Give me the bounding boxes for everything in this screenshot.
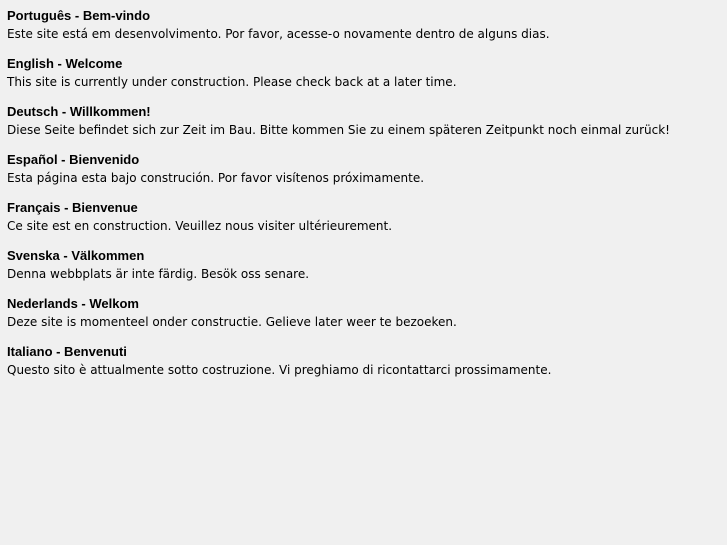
section-text: Diese Seite befindet sich zur Zeit im Bau. Bitte kommen Sie zu einem späteren Zeitpunkt noch einmal zurück!	[7, 123, 670, 137]
section-dutch	[7, 296, 727, 332]
section-text: Ce site est en construction. Veuillez nous visiter ultérieurement.	[7, 219, 393, 233]
section-text: Este site está em desenvolvimento. Por favor, acesse-o novamente dentro de alguns dias.	[7, 27, 550, 41]
section-title: Deutsch - Willkommen!	[7, 104, 151, 119]
section-text: Esta página esta bajo construción. Por favor visítenos próximamente.	[7, 171, 425, 185]
section-title: Français - Bienvenue	[7, 200, 138, 215]
section-text: Denna webbplats är inte färdig. Besök oss senare.	[7, 267, 310, 281]
section-spanish	[7, 152, 727, 188]
section-portuguese	[7, 8, 727, 44]
section-italian	[7, 344, 727, 380]
section-title: Italiano - Benvenuti	[7, 344, 127, 359]
section-title: Nederlands - Welkom	[7, 296, 139, 311]
section-swedish	[7, 248, 727, 284]
section-title: Português - Bem-vindo	[7, 8, 151, 23]
section-text: Deze site is momenteel onder constructie. Gelieve later weer te bezoeken.	[7, 315, 457, 329]
section-german	[7, 104, 727, 140]
section-french	[7, 200, 727, 236]
section-english	[7, 56, 727, 92]
section-title: Español - Bienvenido	[7, 152, 140, 167]
section-title: Svenska - Välkommen	[7, 248, 145, 263]
section-text: Questo sito è attualmente sotto costruzione. Vi preghiamo di ricontattarci prossimamente.	[7, 363, 552, 377]
section-title: English - Welcome	[7, 56, 123, 71]
section-text: This site is currently under construction. Please check back at a later time.	[7, 75, 457, 89]
